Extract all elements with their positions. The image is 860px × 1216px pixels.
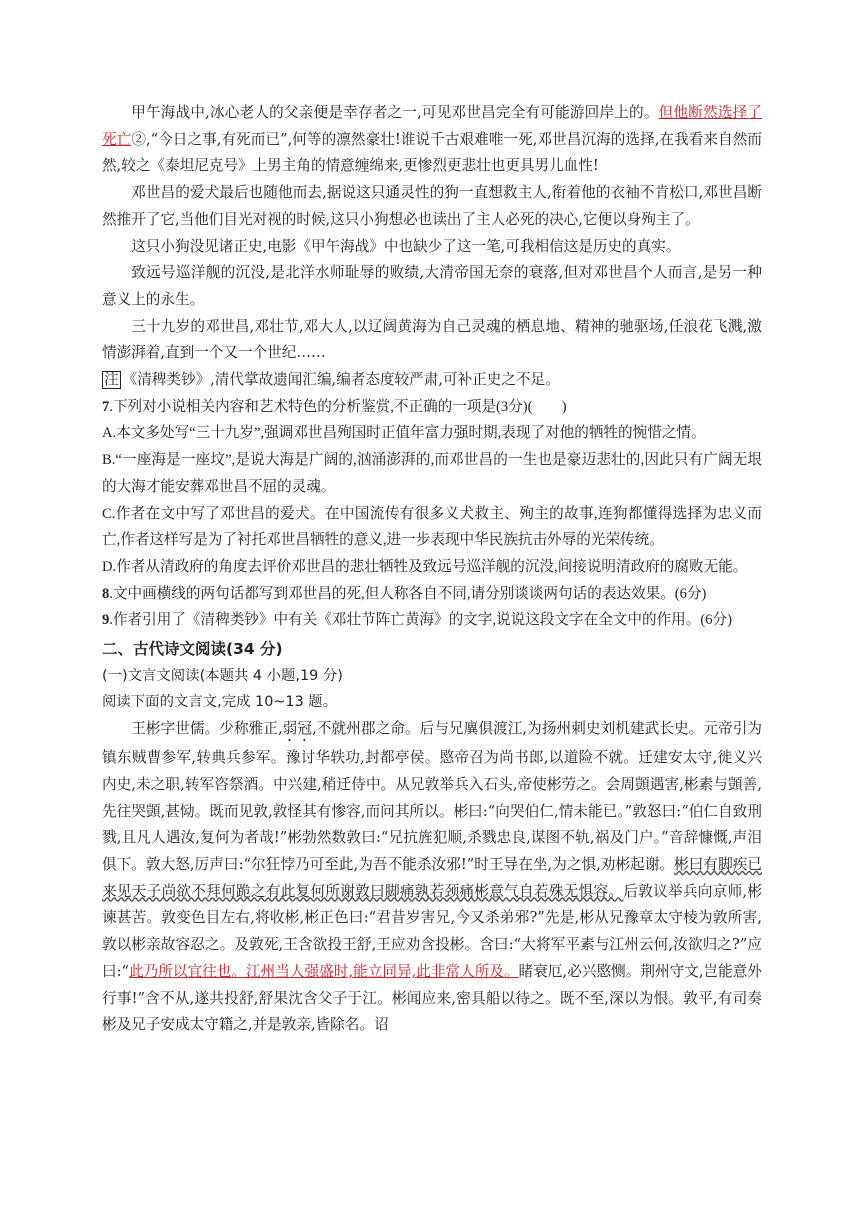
option-d: D.作者从清政府的角度去评价邓世昌的悲壮牺牲及致远号巡洋舰的沉没,间接说明清政府的腐败无能。 [102, 558, 748, 575]
story-paragraph: 三十九岁的邓世昌,邓壮节,邓大人,以辽阔黄海为自己灵魂的栖息地、精神的驰驱场,任浪花飞溅,激情澎湃着,直到一个又一个世纪…… [102, 317, 762, 362]
passage-text: ,不就州郡之命。后与兄廙俱渡江,为扬州刺史刘机建武长史。元帝引为镇东贼曹参军,转典兵参军。豫讨华轶功,封都亭侯。愍帝召为尚书郎,以道险不就。迁建安太守,徙义兴内史,未之职,转军咨祭酒。中兴建,稍迁侍中。从兄敦举兵入石头,帝使彬劳之。会周顗遇害,彬素与顗善,先往哭顗,甚恸。既而见敦,敦怪其有惨容,而问其所以。彬曰:“向哭伯仁,情未能已。”敦怒曰:“伯仁自致刑戮,且凡人遇汝,复何为者哉!”彬勃然数敦曰:“兄抗旌犯顺,杀戮忠良,谋图不轨,祸及门户。”音辞慷慨,声泪俱下。敦大怒,厉声曰:“尔狂悖乃可至此,为吾不能杀汝邪!”时王导在坐,为之惧,劝彬起谢。 [102, 720, 763, 873]
story-text: ②,“今日之事,有死而已”,何等的凛然豪壮!谁说千古艰难唯一死,邓世昌沉海的选择,在我看来自然而然,较之《泰坦尼克号》上男主角的情意缠绵来,更惨烈更悲壮也更具男儿血性! [102, 130, 762, 175]
footnote [102, 367, 762, 394]
option-b: B.“一座海是一座坟”,是说大海是广阔的,汹涌澎湃的,而邓世昌的一生也是豪迈悲壮的,因此只有广阔无垠的大海才能安葬邓世昌不屈的灵魂。 [102, 452, 762, 495]
passage-text: 睹衰厄,必兴愍恻。荆州守文,岂能意外行事!”含不从,遂共投舒,舒果沈含父子于江。彬闻应来,密具船以待之。既不至,深以为恨。敦平,有司奏彬及兄子安成太守籍之,并是敦亲,皆除名。诏 [102, 962, 762, 1034]
wavy-underlined-sentence: 彬曰有脚疾已来见天子尚欲不拜何跪之有此复何所谢敦曰脚痛孰若颈痛彬意气自若殊无惧容。 [102, 855, 762, 900]
reading-instruction: 阅读下面的文言文,完成 10~13 题。 [102, 694, 338, 711]
section-heading: 二、古代诗文阅读(34 分) [102, 640, 283, 659]
question-number: 7 [102, 398, 110, 415]
passage-text: 后敦议举兵向京师,彬谏甚苦。敦变色目左右,将收彬,彬正色曰:“君昔岁害兄,今又杀弟邪?”先是,彬从兄豫章太守棱为敦所害,敦以彬亲故容忍之。及敦死,王含欲投王舒,王应劝含投彬。含曰:“大将军平素与江州云何,汝欲归之?”应曰:“ [102, 882, 763, 980]
story-paragraph: 致远号巡洋舰的沉没,是北洋水师耻辱的败绩,大清帝国无奈的衰落,但对邓世昌个人而言,是另一种意义上的永生。 [102, 264, 762, 308]
note-text: 《清稗类钞》,清代掌故遗闻汇编,编者态度较严肃,可补正史之不足。 [122, 371, 560, 389]
question-number: 9 [102, 612, 110, 629]
underlined-sentence-red: 此乃所以宜往也。江州当人强盛时,能立同异,此非常人所及。 [129, 962, 519, 980]
story-paragraph: 邓世昌的爱犬最后也随他而去,据说这只通灵性的狗一直想救主人,衔着他的衣袖不肯松口,邓世昌断然推开了它,当他们目光对视的时候,这只小狗想必也读出了主人必死的决心,它便以身殉主了。 [102, 184, 762, 228]
question-stem: .作者引用了《清稗类钞》中有关《邓壮节阵亡黄海》的文字,说说这段文字在全文中的作用。(6分) [109, 612, 732, 629]
note-label: 注 [104, 371, 119, 389]
option-a: A.本文多处写“三十九岁”,强调邓世昌殉国时正值年富力强时期,表现了对他的牺牲的惋惜之情。 [102, 425, 706, 442]
subsection-heading: (一)文言文阅读(本题共 4 小题,19 分) [102, 667, 343, 684]
option-c: C.作者在文中写了邓世昌的爱犬。在中国流传有很多义犬救主、殉主的故事,连狗都懂得选择为忠义而亡,作者这样写是为了衬托邓世昌牺牲的意义,进一步表现中华民族抗击外辱的光荣传统。 [102, 505, 762, 549]
story-paragraph: 这只小狗没见诸正史,电影《甲午海战》中也缺少了这一笔,可我相信这是历史的真实。 [131, 237, 681, 255]
question-7 [102, 394, 762, 421]
question-number: 8 [102, 585, 110, 602]
question-stem: .下列对小说相关内容和艺术特色的分析鉴赏,不正确的一项是(3分)( ) [109, 398, 567, 415]
question-8 [102, 581, 762, 608]
passage-text: 王彬字世儒。少称雅正, [131, 720, 283, 738]
document-page [102, 100, 762, 1039]
story-paragraph [102, 100, 762, 180]
story-text: 甲午海战中,冰心老人的父亲便是幸存者之一,可见邓世昌完全有可能游回岸上的。 [131, 104, 659, 121]
dotted-word: 弱冠 [282, 720, 313, 738]
question-9 [102, 607, 762, 634]
classical-passage [102, 716, 762, 1039]
underlined-sentence-1: 但他断然选择了死亡 [102, 104, 762, 148]
question-stem: .文中画横线的两句话都写到邓世昌的死,但人称各自不同,请分别谈谈两句话的表达效果。(6分) [109, 585, 707, 602]
